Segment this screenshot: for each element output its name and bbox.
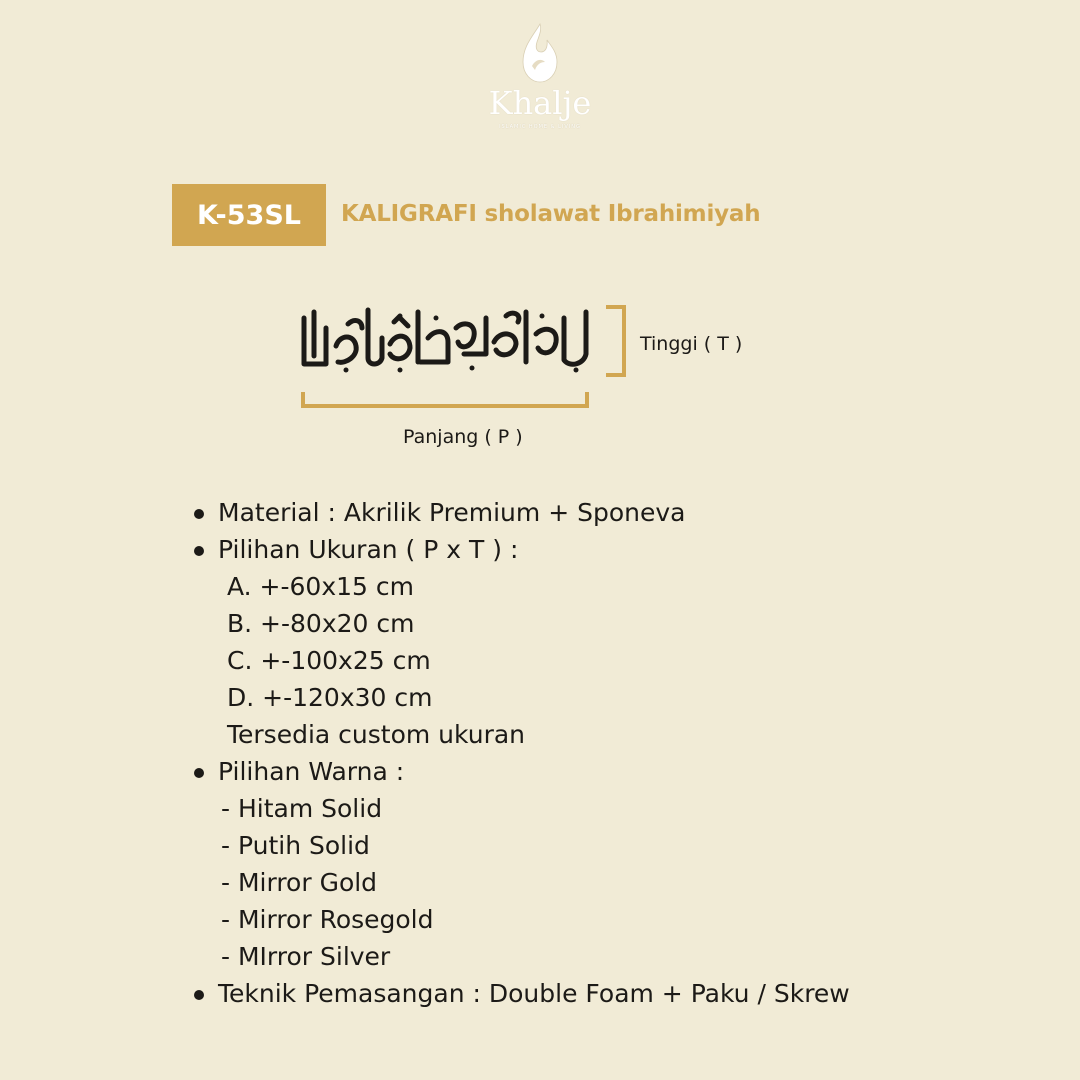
bullet-icon	[194, 546, 204, 556]
size-option: C. +-100x25 cm	[227, 646, 431, 675]
color-heading: Pilihan Warna :	[218, 757, 405, 786]
calligraphy-image	[296, 298, 596, 380]
color-option: - Mirror Rosegold	[221, 905, 434, 934]
size-option: B. +-80x20 cm	[227, 609, 415, 638]
length-bracket	[300, 390, 590, 412]
size-option: D. +-120x30 cm	[227, 683, 433, 712]
color-option: - Hitam Solid	[221, 794, 383, 823]
size-heading: Pilihan Ukuran ( P x T ) :	[218, 535, 519, 564]
height-label: Tinggi ( T )	[640, 333, 743, 355]
bullet-icon	[194, 768, 204, 778]
product-title: KALIGRAFI sholawat Ibrahimiyah	[341, 201, 761, 227]
material-text: Material : Akrilik Premium + Sponeva	[218, 498, 686, 527]
color-option: - Mirror Gold	[221, 868, 378, 897]
brand-tagline: ISLAMIC HOME & LIVING	[499, 124, 581, 130]
height-bracket	[602, 304, 630, 378]
color-option: - MIrror Silver	[221, 942, 391, 971]
brand-logo	[470, 22, 610, 132]
color-option: - Putih Solid	[221, 831, 370, 860]
length-label: Panjang ( P )	[403, 426, 523, 448]
custom-size-note: Tersedia custom ukuran	[227, 720, 526, 749]
installation-text: Teknik Pemasangan : Double Foam + Paku / Skrew	[218, 979, 850, 1008]
bullet-icon	[194, 509, 204, 519]
flame-drop-icon	[515, 22, 565, 86]
size-option: A. +-60x15 cm	[227, 572, 414, 601]
bullet-icon	[194, 990, 204, 1000]
brand-name: Khalje	[488, 84, 592, 122]
product-code-badge: K-53SL	[172, 184, 326, 246]
